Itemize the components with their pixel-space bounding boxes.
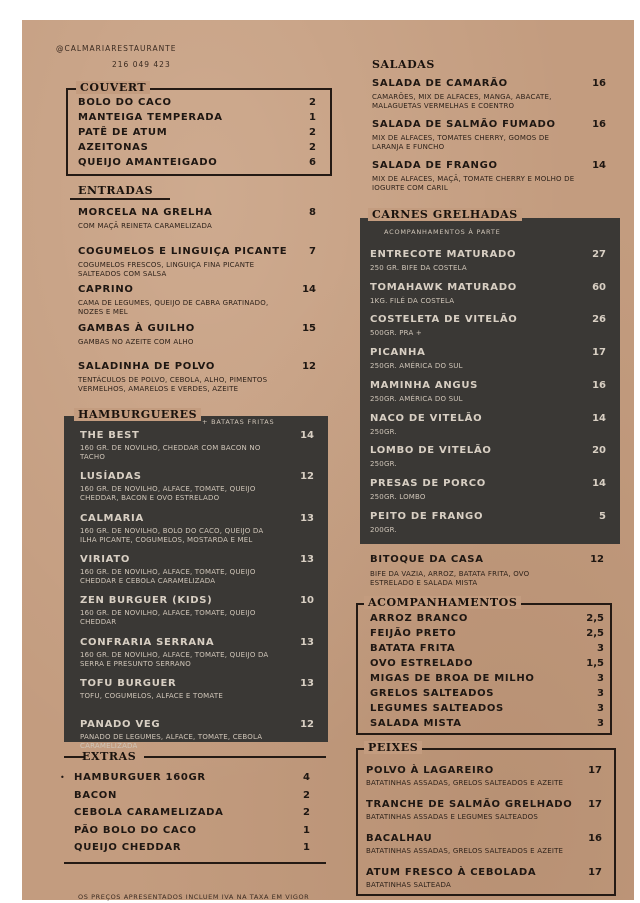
menu-item-name: TRANCHE DE SALMÃO GRELHADO [366, 799, 573, 810]
hamburgueres-title: HAMBURGUERES [74, 408, 201, 421]
menu-item-name: POLVO À LAGAREIRO [366, 765, 495, 776]
menu-item-name: HAMBURGUER 160GR [74, 772, 206, 783]
menu-item-name: PÃO BOLO DO CACO [74, 824, 197, 836]
menu-item-name: MAMINHA ANGUS [370, 379, 479, 391]
menu-item-name: GAMBAS À GUILHO [78, 322, 195, 334]
menu-item-price: 60 [592, 281, 606, 293]
menu-item-name: PATÊ DE ATUM [78, 127, 168, 138]
menu-item-price: 2 [303, 807, 310, 818]
menu-item-price: 26 [592, 314, 606, 326]
phone-number: 216 049 423 [112, 60, 171, 69]
entradas-underline [70, 198, 170, 200]
menu-item-price: 6 [309, 157, 316, 168]
menu-item-name: CALMARIA [80, 512, 144, 524]
menu-item-name: PANADO VEG [80, 719, 161, 731]
menu-item-price: 1,5 [586, 658, 604, 669]
menu-item-price: 13 [300, 512, 314, 524]
menu-item-price: 17 [592, 347, 606, 359]
entradas-title: ENTRADAS [78, 184, 154, 197]
menu-item-price: 10 [300, 595, 314, 607]
menu-item-price: 12 [302, 361, 316, 372]
menu-item-price: 14 [302, 284, 316, 295]
menu-item-desc: 1KG. FILÉ DA COSTELA [370, 296, 455, 305]
menu-item-name: THE BEST [80, 430, 140, 441]
menu-item-name: SALADA DE FRANGO [372, 160, 498, 171]
peixes-title: PEIXES [364, 741, 422, 754]
menu-item-name: VIRIATO [80, 553, 131, 565]
menu-item-desc: BATATINHAS ASSADAS, GRELOS SALTEADOS E AZEITE [366, 847, 564, 855]
menu-item-price: 3 [597, 688, 604, 699]
menu-item-name: NACO DE VITELÃO [370, 412, 483, 424]
menu-item-name: QUEIJO AMANTEIGADO [78, 157, 218, 168]
menu-item-name: ARROZ BRANCO [370, 613, 469, 624]
bullet-icon: • [60, 773, 65, 782]
menu-item-price: 17 [588, 799, 602, 810]
menu-item-name: SALADA DE SALMÃO FUMADO [372, 119, 556, 130]
menu-item-name: COSTELETA DE VITELÃO [370, 314, 518, 326]
menu-item-price: 8 [309, 207, 316, 218]
menu-item-price: 17 [588, 765, 602, 776]
menu-item-desc: 160 GR. DE NOVILHO, ALFACE, TOMATE, QUEIJO CHEDDAR, BACON E OVO ESTRELADO [80, 485, 256, 503]
menu-item-desc: BATATINHAS SALTEADA [366, 881, 451, 889]
menu-item-name: COGUMELOS E LINGUIÇA PICANTE [78, 245, 288, 257]
menu-item-name: LOMBO DE VITELÃO [370, 445, 492, 457]
menu-item-name: SALADINHA DE POLVO [78, 361, 216, 372]
menu-item-desc: BATATINHAS ASSADAS, GRELOS SALTEADOS E AZEITE [366, 779, 564, 787]
menu-item-desc: TENTÁCULOS DE POLVO, CEBOLA, ALHO, PIMENTOS VERMELHOS, AMARELOS E VERDES, AZEITE [78, 376, 268, 393]
menu-item-desc: COGUMELOS FRESCOS, LINGUIÇA FINA PICANTE SALTEADOS COM SALSA [78, 260, 255, 278]
menu-item-name: ZEN BURGUER (KIDS) [80, 595, 213, 607]
menu-item-price: 2,5 [586, 613, 604, 624]
menu-item-price: 14 [592, 160, 606, 171]
menu-item-desc: 500GR. PRA + [370, 329, 422, 338]
menu-item-desc: PANADO DE LEGUMES, ALFACE, TOMATE, CEBOLA CARAMELIZADA [80, 733, 263, 751]
menu-item-price: 3 [597, 703, 604, 714]
menu-item-price: 27 [592, 249, 606, 260]
menu-item-name: BOLO DO CACO [78, 97, 172, 108]
menu-item-desc: CAMA DE LEGUMES, QUEIJO DE CABRA GRATINADO, NOZES E MEL [78, 299, 269, 316]
menu-item-price: 3 [597, 673, 604, 684]
bitoque-name: BITOQUE DA CASA [370, 554, 484, 565]
menu-item-name: PEITO DE FRANGO [370, 510, 484, 522]
extras-rule-right [144, 756, 326, 758]
menu-item-desc: 160 GR. DE NOVILHO, CHEDDAR COM BACON NO TACHO [80, 444, 261, 461]
menu-item-price: 1 [303, 824, 310, 836]
menu-item-name: BATATA FRITA [370, 643, 456, 654]
menu-item-price: 16 [592, 379, 606, 391]
couvert-title: COUVERT [76, 81, 150, 94]
menu-item-desc: GAMBAS NO AZEITE COM ALHO [78, 337, 194, 346]
bitoque-price: 12 [590, 554, 604, 565]
menu-item-price: 3 [597, 718, 604, 729]
menu-item-price: 16 [588, 833, 602, 844]
menu-item-name: SALADA MISTA [370, 718, 462, 729]
menu-item-name: BACON [74, 789, 118, 801]
menu-item-price: 13 [300, 636, 314, 648]
menu-item-price: 16 [592, 119, 606, 130]
menu-item-name: CONFRARIA SERRANA [80, 636, 215, 648]
menu-item-name: TOFU BURGUER [80, 677, 177, 689]
extras-rule-left [64, 756, 84, 758]
extras-title: EXTRAS [82, 750, 137, 763]
menu-item-desc: 160 GR. DE NOVILHO, ALFACE, TOMATE, QUEIJO CHEDDAR E CEBOLA CARAMELIZADA [80, 567, 256, 585]
hamburgueres-note: + BATATAS FRITAS [202, 418, 275, 426]
menu-item-desc: MIX DE ALFACES, MAÇÃ, TOMATE CHERRY E MOLHO DE IOGURTE COM CARIL [372, 175, 575, 192]
menu-item-name: QUEIJO CHEDDAR [74, 842, 182, 853]
menu-item-price: 2 [303, 789, 310, 801]
menu-item-price: 7 [309, 245, 316, 257]
menu-item-price: 1 [309, 112, 316, 123]
menu-item-desc: 160 GR. DE NOVILHO, BOLO DO CACO, QUEIJO DA ILHA PICANTE, COGUMELOS, MOSTARDA E MEL [80, 526, 264, 544]
menu-item-desc: COM MAÇÃ REINETA CARAMELIZADA [78, 222, 212, 230]
menu-item-name: PICANHA [370, 347, 426, 359]
menu-item-price: 12 [300, 719, 314, 731]
menu-item-name: MANTEIGA TEMPERADA [78, 112, 223, 123]
menu-item-price: 17 [588, 867, 602, 878]
menu-item-name: GRELOS SALTEADOS [370, 688, 495, 699]
menu-item-desc: 250GR. [370, 460, 397, 469]
menu-item-price: 5 [599, 510, 606, 522]
menu-item-price: 14 [300, 430, 314, 441]
menu-item-name: SALADA DE CAMARÃO [372, 78, 508, 89]
menu-item-name: PRESAS DE PORCO [370, 477, 486, 489]
menu-item-name: ENTRECOTE MATURADO [370, 249, 517, 260]
menu-item-price: 1 [303, 842, 310, 853]
menu-item-name: LUSÍADAS [80, 471, 142, 483]
menu-item-name: LEGUMES SALTEADOS [370, 703, 504, 714]
menu-item-price: 16 [592, 78, 606, 89]
menu-item-desc: TOFU, COGUMELOS, ALFACE E TOMATE [80, 691, 223, 700]
carnes-note: ACOMPANHAMENTOS À PARTE [384, 228, 501, 236]
menu-item-desc: BATATINHAS ASSADAS E LEGUMES SALTEADOS [366, 813, 539, 821]
menu-item-price: 4 [303, 772, 310, 783]
menu-item-desc: 250GR. AMÉRICA DO SUL [370, 362, 463, 371]
menu-item-name: AZEITONAS [78, 142, 149, 153]
menu-item-desc: CAMARÕES, MIX DE ALFACES, MANGA, ABACATE, MALAGUETAS VERMELHAS E COENTRO [372, 93, 552, 110]
footer-note: OS PREÇOS APRESENTADOS INCLUEM IVA NA TAXA EM VIGOR [78, 893, 310, 901]
menu-item-price: 20 [592, 445, 606, 457]
saladas-title: SALADAS [372, 58, 435, 71]
menu-item-name: BACALHAU [366, 833, 433, 844]
menu-item-price: 15 [302, 322, 316, 334]
menu-item-name: OVO ESTRELADO [370, 658, 474, 669]
menu-item-name: FEIJÃO PRETO [370, 628, 457, 639]
menu-item-price: 2 [309, 142, 316, 153]
menu-item-desc: 250GR. LOMBO [370, 492, 426, 501]
menu-item-price: 14 [592, 412, 606, 424]
menu-item-price: 12 [300, 471, 314, 483]
menu-item-desc: 250GR. AMÉRICA DO SUL [370, 394, 463, 403]
menu-item-price: 2 [309, 97, 316, 108]
menu-item-name: CAPRINO [78, 284, 134, 295]
menu-item-desc: MIX DE ALFACES, TOMATES CHERRY, GOMOS DE LARANJA E FUNCHO [372, 134, 550, 151]
menu-item-price: 13 [300, 677, 314, 689]
acompanhamentos-title: ACOMPANHAMENTOS [364, 596, 521, 609]
menu-item-name: MIGAS DE BROA DE MILHO [370, 673, 535, 684]
menu-item-price: 13 [300, 553, 314, 565]
menu-item-desc: 200GR. [370, 525, 397, 534]
extras-bottom-rule [64, 862, 326, 864]
menu-item-name: TOMAHAWK MATURADO [370, 281, 517, 293]
bitoque-desc: BIFE DA VAZIA, ARROZ, BATATA FRITA, OVO ESTRELADO E SALADA MISTA [370, 570, 530, 587]
menu-item-price: 2,5 [586, 628, 604, 639]
menu-item-price: 14 [592, 477, 606, 489]
menu-item-desc: 160 GR. DE NOVILHO, ALFACE, TOMATE, QUEIJO CHEDDAR [80, 609, 256, 627]
menu-item-name: MORCELA NA GRELHA [78, 207, 213, 218]
menu-item-name: CEBOLA CARAMELIZADA [74, 807, 224, 818]
menu-item-desc: 250 GR. BIFE DA COSTELA [370, 264, 467, 272]
carnes-title: CARNES GRELHADAS [368, 208, 522, 221]
menu-item-desc: 160 GR. DE NOVILHO, ALFACE, TOMATE, QUEIJO DA SERRA E PRESUNTO SERRANO [80, 650, 269, 668]
instagram-handle: @CALMARIARESTAURANTE [56, 44, 177, 53]
menu-item-price: 3 [597, 643, 604, 654]
menu-item-name: ATUM FRESCO À CEBOLADA [366, 867, 537, 878]
menu-item-desc: 250GR. [370, 427, 397, 436]
menu-item-price: 2 [309, 127, 316, 138]
